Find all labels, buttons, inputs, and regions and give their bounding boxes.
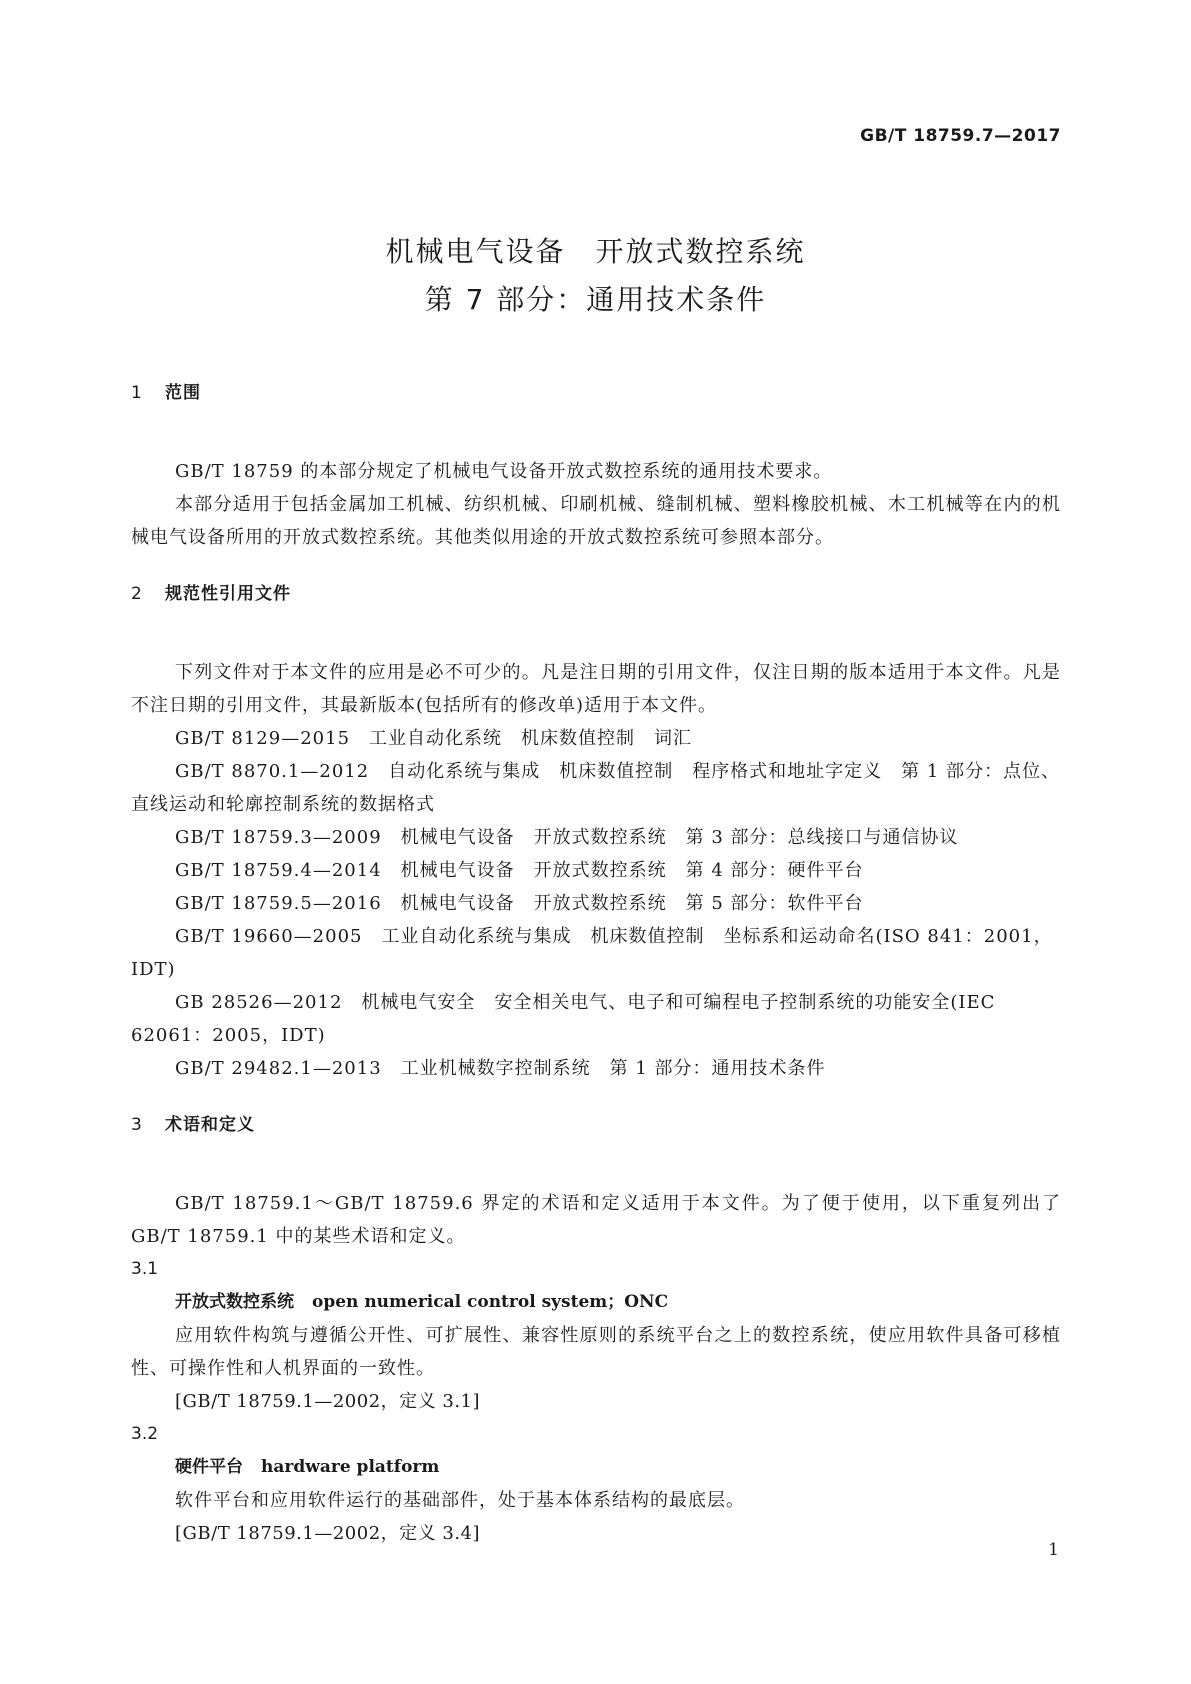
term-source: [GB/T 18759.1—2002，定义 3.1] <box>175 1391 481 1412</box>
document-body <box>131 377 1061 1550</box>
term-name-en: hardware platform <box>261 1457 440 1477</box>
section-1-paragraph: GB/T 18759 的本部分规定了机械电气设备开放式数控系统的通用技术要求。 <box>175 461 833 482</box>
section-3-heading <box>131 1109 1061 1142</box>
document-title <box>0 228 1191 324</box>
page-number: 1 <box>1048 1540 1059 1560</box>
reference-item: GB/T 18759.4—2014 机械电气设备 开放式数控系统 第 4 部分：硬件平台 <box>175 860 864 881</box>
section-1-title: 范围 <box>165 383 201 403</box>
title-line-1: 机械电气设备 开放式数控系统 <box>385 235 806 268</box>
term-definition: 应用软件构筑与遵循公开性、可扩展性、兼容性原则的系统平台之上的数控系统，使应用软件具备可移植性、可操作性和人机界面的一致性。 <box>131 1325 1061 1379</box>
reference-item: GB/T 18759.3—2009 机械电气设备 开放式数控系统 第 3 部分：总线接口与通信协议 <box>175 827 959 848</box>
section-2-title: 规范性引用文件 <box>165 584 291 604</box>
term-name-en: open numerical control system；ONC <box>312 1292 669 1312</box>
term-number: 3.1 <box>131 1259 159 1279</box>
reference-item: GB/T 8129—2015 工业自动化系统 机床数值控制 词汇 <box>175 728 693 749</box>
reference-item: GB/T 18759.5—2016 机械电气设备 开放式数控系统 第 5 部分：软件平台 <box>175 893 864 914</box>
standard-number: GB/T 18759.7—2017 <box>860 126 1061 146</box>
section-2-heading <box>131 578 1061 611</box>
title-line-2: 第 7 部分：通用技术条件 <box>424 283 767 316</box>
term-definition: 软件平台和应用软件运行的基础部件，处于基本体系结构的最底层。 <box>175 1490 745 1511</box>
reference-item: GB/T 8870.1—2012 自动化系统与集成 机床数值控制 程序格式和地址字定义 第 1 部分：点位、直线运动和轮廓控制系统的数据格式 <box>131 761 1061 815</box>
reference-item: GB 28526—2012 机械电气安全 安全相关电气、电子和可编程电子控制系统的功能安全(IEC 62061：2005，IDT) <box>131 992 996 1046</box>
section-2-intro: 下列文件对于本文件的应用是必不可少的。凡是注日期的引用文件，仅注日期的版本适用于本文件。凡是不注日期的引用文件，其最新版本(包括所有的修改单)适用于本文件。 <box>131 662 1061 716</box>
term-number: 3.2 <box>131 1424 159 1444</box>
section-3-number: 3 <box>131 1115 143 1135</box>
section-1-paragraph: 本部分适用于包括金属加工机械、纺织机械、印刷机械、缝制机械、塑料橡胶机械、木工机械等在内的机械电气设备所用的开放式数控系统。其他类似用途的开放式数控系统可参照本部分。 <box>131 494 1061 548</box>
term-name-cn: 硬件平台 <box>175 1457 243 1477</box>
term-source: [GB/T 18759.1—2002，定义 3.4] <box>175 1523 481 1544</box>
section-3-intro: GB/T 18759.1～GB/T 18759.6 界定的术语和定义适用于本文件。为了便于使用，以下重复列出了 GB/T 18759.1 中的某些术语和定义。 <box>131 1193 1061 1247</box>
reference-item: GB/T 29482.1—2013 工业机械数字控制系统 第 1 部分：通用技术条件 <box>175 1058 826 1079</box>
term-name <box>131 1451 1061 1484</box>
section-2-number: 2 <box>131 584 143 604</box>
section-1-heading <box>131 377 1061 410</box>
section-3-title: 术语和定义 <box>165 1115 255 1135</box>
section-1-number: 1 <box>131 383 143 403</box>
term-name <box>131 1286 1061 1319</box>
reference-item: GB/T 19660—2005 工业自动化系统与集成 机床数值控制 坐标系和运动命名(ISO 841：2001，IDT) <box>131 926 1053 980</box>
term-name-cn: 开放式数控系统 <box>175 1292 294 1312</box>
